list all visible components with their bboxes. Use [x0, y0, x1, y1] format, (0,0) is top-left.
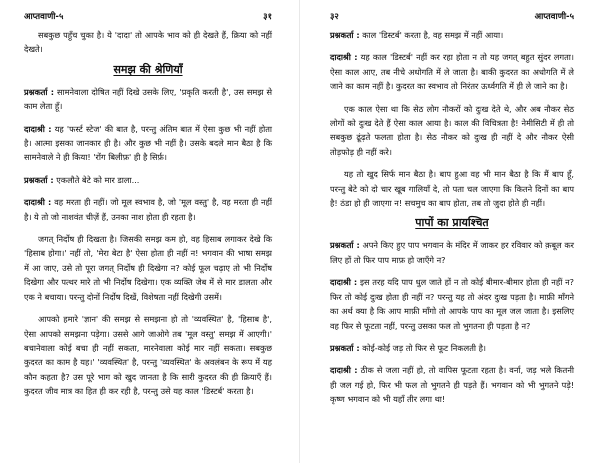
dialogue-block: [24, 195, 272, 224]
speaker-label: दादाश्री :: [24, 123, 52, 134]
dialogue-block: [24, 85, 272, 114]
speaker-label: दादाश्री :: [330, 365, 358, 376]
paragraph-text: एक काल ऐसा था कि सेठ लोग नौकरों को दुःख देते थे, और अब नौकर सेठ लोगों को दुःख देते हैं ऐसा काल आया है। काल की विचित्रता है! नेमीसिटी में ही तो सबकुछ ढूंढ़ते फलता होता है। सेठ नौकर को दुःख ही नहीं दे और नौकर ऐसी तोड़फोड़ ही नहीं करे।: [330, 103, 574, 157]
paragraph-text: जगत् निर्दोष ही दिखता है। जिसकी समझ कम हो, वह हिसाब लगाकर देखे कि 'हिसाब होगा।' नहीं तो, 'मेरा बेटा है' ऐसा होता ही नहीं न! भगवान की भाषा समझ में आ जाए, उसे तो पूरा जगत् निर्दोष ही दिखेगा न? कोई फूल चढ़ाए तो भी निर्दोष दिखेगा और पत्थर मारे तो भी निर्दोष दिखेगा। एक व्यक्ति जेब में से मार डालता और एक ने बचाया। परन्तु दोनों निर्दोष दिखें, विशेषता नहीं दिखेगी उसमें।: [24, 234, 272, 302]
speaker-label: दादाश्री :: [24, 197, 52, 208]
speaker-label: दादाश्री :: [330, 52, 358, 63]
paragraph: [330, 102, 574, 160]
paragraph-text: आपको हमारे 'ज्ञान' की समझ से समझना हो तो 'व्यवस्थित' है, 'हिसाब है', ऐसा आपको समझना पड़ेगा। उससे आगे जाओगे तब 'मूल वस्तु' समझ में आएगी।' बचानेवाला कोई बचा ही नहीं सकता, मारनेवाला कोई मार नहीं सकता। सबकुछ कुदरत का काम है यह।' 'व्यवस्थित' है, परन्तु 'व्यवस्थित' के अवलंबन के रूप में यह कौन कहता है? उस पूरे भाग को खुद जानता है कि सारी कुदरत की ही क्रियाएँ हैं। कुदरत जीव मात्र का हित ही कर रही है, परन्तु उसे यह काल 'डिस्टर्ब' करता है।: [24, 314, 272, 397]
section-heading-text: पापों का प्रायश्चित: [415, 216, 489, 230]
right-header-title: आप्तवाणी-५: [534, 12, 574, 22]
dialogue-text: वह मरता ही नहीं। जो मूल स्वभाव है, जो 'मूल वस्तु' है, वह मरता ही नहीं है। ये तो जो नाशवंत चीज़ें हैं, उनका नाश होता ही रहता है।: [24, 197, 273, 222]
dialogue-text: ठीक से जला नहीं हो, तो वापिस फूटता रहता है। वर्ना, जड़ भले कितनी ही जल गई हो, फिर भी फल तो भुगतने ही पड़ते हैं। भगवान को भी भुगतने पड़े! कृष्ण भगवान को भी यहाँ तीर लगा था!: [330, 365, 574, 405]
right-page: [300, 0, 600, 463]
paragraph: [330, 167, 574, 210]
speaker-label: प्रश्नकर्ता :: [330, 30, 360, 40]
dialogue-text: एकलौते बेटे को मार डाला...: [56, 174, 140, 185]
speaker-label: प्रश्नकर्ता :: [330, 240, 360, 251]
dialogue-text: यह 'फर्स्ट स्टेज' की बात है, परन्तु अंतिम बात में ऐसा कुछ भी नहीं होता है। आत्मा इसका जानकार ही है। और कुछ भी नहीं है। उसके बदले मान बैठा है कि सामनेवाले ने ही किया! 'रोंग बिलीफ़' ही है सिर्फ़।: [24, 123, 272, 163]
dialogue-text: यह काल 'डिस्टर्ब' नहीं कर रहा होता न तो यह जगत् बहुत सुंदर लगता। ऐसा काल आए, तब नीचे अधोगति में ले जाता है। बाकी कुदरत का अधोगति में ले जाने का काम नहीं है। कुदरत का स्वभाव तो निरंतर ऊर्ध्वगति में ही ले जाने का है।: [330, 52, 574, 92]
speaker-label: प्रश्नकर्ता :: [330, 342, 360, 353]
paragraph-text: यह तो खुद सिर्फ मान बैठा है। बाप हुआ वह भी मान बैठा है कि मैं बाप हूँ, परन्तु बेटे को दो चार खूब गालियाँ दे, तो पता चल जाएगा कि कितने दिनों का बाप है! ठंडा हो ही जाएगा न! सचमुच का बाप होता, तब तो जुदा होते ही नहीं।: [330, 169, 574, 209]
dialogue-text: सामनेवाला दोषित नहीं दिखे उसके लिए, 'प्रकृति करती है', उस समझ से काम लेता हूँ।: [24, 86, 273, 112]
dialogue-block: [330, 50, 574, 93]
left-header-title: आप्तवाणी-५: [24, 12, 64, 22]
right-page-number: ३२: [330, 12, 339, 22]
dialogue-block: [330, 341, 574, 355]
dialogue-block: [330, 363, 574, 406]
dialogue-text: काल 'डिस्टर्ब' करता है, वह समझ में नहीं आया।: [362, 30, 504, 40]
right-page-header: [330, 6, 574, 28]
paragraph: [24, 312, 272, 398]
dialogue-block: [24, 122, 272, 165]
dialogue-block: [24, 173, 272, 187]
left-page-number: ३१: [263, 12, 272, 22]
left-page-header: [24, 6, 272, 28]
dialogue-block: [330, 275, 574, 333]
speaker-label: प्रश्नकर्ता :: [24, 86, 55, 97]
section-heading-categories: [24, 63, 272, 77]
dialogue-text: कोई-कोई जड़ तो फिर से फूट निकलती है।: [362, 342, 487, 353]
speaker-label: प्रश्नकर्ता :: [24, 174, 54, 185]
section-heading-atonement: [330, 216, 574, 230]
section-heading-text: समझ की श्रेणियाँ: [113, 62, 183, 76]
speaker-label: दादाश्री :: [330, 277, 358, 288]
dialogue-block: [330, 238, 574, 267]
dialogue-text: अपने किए हुए पाप भगवान के मंदिर में जाकर हर रविवार को क़बूल कर लिए हों तो फिर पाप माफ़ हो जाएँगे न?: [330, 240, 574, 265]
left-intro-text: सबकुछ पहुँच चुका है। ये 'दादा' तो आपके भाव को ही देखते हैं, क्रिया को नहीं देखते।: [24, 30, 272, 55]
paragraph: [24, 232, 272, 304]
dialogue-block: [330, 28, 574, 42]
dialogue-text: इस तरह यदि पाप धुल जाते हों न तो कोई बीमार-बीमार होता ही नहीं न? फिर तो कोई दुःख होता ही नहीं न? परन्तु यह तो अंदर दुःख पड़ता है। माफ़ी माँगने का अर्थ क्या है कि आप माफ़ी माँगो तो आपके पाप का मूल जल जाता है। इसलिए वह फिर से फूटता नहीं, परन्तु उसका फल तो भुगतना ही पड़ता है न?: [330, 277, 574, 331]
